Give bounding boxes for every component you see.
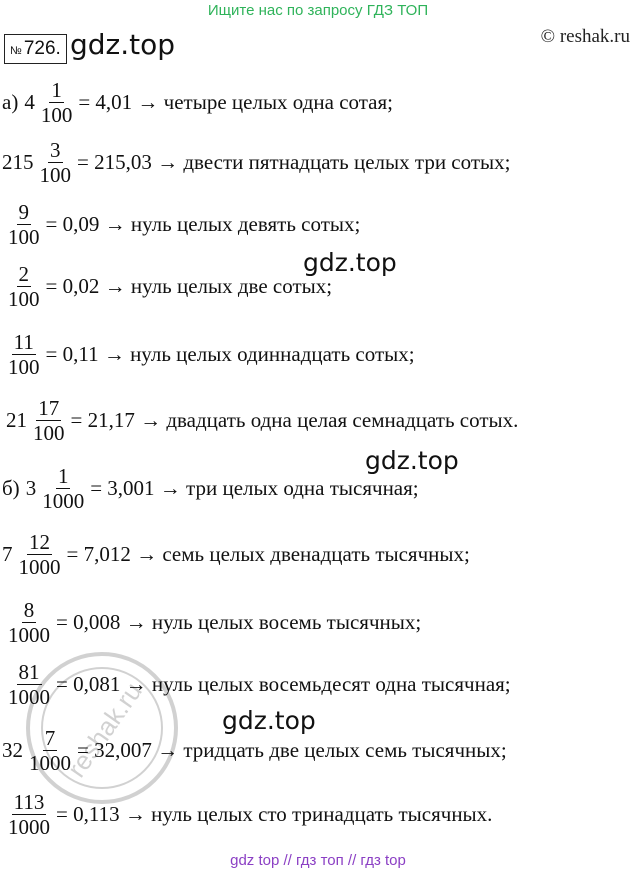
fraction [39, 78, 75, 127]
denominator: 1000 [8, 815, 50, 839]
denominator: 100 [8, 225, 40, 249]
denominator: 1000 [18, 555, 61, 579]
answer-line [2, 78, 393, 127]
answer-line [2, 790, 492, 839]
numerator: 11 [13, 330, 34, 354]
numerator: 1 [51, 78, 62, 102]
answer-line [2, 330, 415, 379]
fraction [31, 396, 67, 445]
fraction [6, 790, 52, 839]
whole-part: 3 [25, 476, 37, 500]
answer-line [2, 138, 510, 187]
fraction [40, 464, 86, 513]
numerator: 9 [18, 200, 29, 224]
watermark: gdz.top [303, 248, 397, 277]
answer-line [2, 660, 511, 709]
whole-part: 7 [2, 542, 13, 566]
search-banner: Ищите нас по запросу ГДЗ ТОП [207, 2, 429, 19]
denominator: 1000 [8, 623, 50, 647]
answer-line [2, 200, 360, 249]
watermark: gdz.top [365, 446, 459, 475]
fraction [6, 330, 42, 379]
decimal-and-words: = 0,02 → нуль целых две сотых; [45, 274, 333, 298]
numerator: 7 [44, 726, 56, 750]
whole-part: 4 [24, 90, 35, 114]
denominator: 100 [8, 355, 40, 379]
denominator: 100 [40, 103, 73, 127]
denominator: 100 [33, 421, 65, 445]
fraction [6, 598, 52, 647]
answer-line [2, 598, 421, 647]
item-prefix: а) [2, 90, 19, 114]
denominator: 100 [39, 163, 71, 187]
numerator: 1 [57, 464, 69, 488]
decimal-and-words: = 0,09 → нуль целых девять сотых; [45, 212, 361, 236]
decimal-and-words: = 21,17 → двадцать одна целая семнадцать сотых. [70, 408, 519, 432]
fraction [17, 530, 63, 579]
number-sign: № [10, 45, 22, 57]
numerator: 2 [18, 262, 29, 286]
decimal-and-words: = 32,007 → тридцать две целых семь тысячных; [77, 738, 507, 762]
whole-part: 21 [6, 408, 27, 432]
decimal-and-words: = 0,113 → нуль целых сто тринадцать тысячных. [56, 802, 493, 826]
watermark: gdz.top [222, 706, 316, 735]
numerator: 12 [29, 530, 50, 554]
decimal-and-words: = 7,012 → семь целых двенадцать тысячных; [66, 542, 470, 566]
decimal-and-words: = 0,081 → нуль целых восемьдесят одна тысячная; [56, 672, 511, 696]
numerator: 3 [50, 138, 61, 162]
numerator: 8 [23, 598, 35, 622]
whole-part: 215 [2, 150, 34, 174]
decimal-and-words: = 215,03 → двести пятнадцать целых три сотых; [77, 150, 511, 174]
answer-line [2, 262, 332, 311]
decimal-and-words: = 0,008 → нуль целых восемь тысячных; [56, 610, 422, 634]
fraction [6, 660, 52, 709]
answer-line [2, 464, 419, 513]
denominator: 1000 [8, 685, 50, 709]
fraction [6, 262, 42, 311]
whole-part: 32 [2, 738, 23, 762]
fraction [38, 138, 74, 187]
svg-text:reshak.ru: reshak.ru [61, 676, 148, 783]
denominator: 1000 [42, 489, 85, 513]
item-prefix: б) [2, 476, 20, 500]
footer-links: gdz top // гдз топ // гдз top [230, 852, 406, 869]
decimal-and-words: = 3,001 → три целых одна тысячная; [90, 476, 419, 500]
task-number: 726. [23, 38, 61, 59]
decimal-and-words: = 0,11 → нуль целых одиннадцать сотых; [45, 342, 415, 366]
denominator: 100 [8, 287, 40, 311]
copyright: © reshak.ru [540, 26, 630, 47]
answer-line [6, 396, 518, 445]
fraction [27, 726, 73, 775]
fraction [6, 200, 42, 249]
decimal-and-words: = 4,01 → четыре целых одна сотая; [78, 90, 393, 114]
site-title: gdz.top [70, 28, 176, 61]
answer-line [2, 530, 470, 579]
numerator: 81 [18, 660, 40, 684]
task-number-box [4, 34, 67, 64]
numerator: 113 [13, 790, 45, 814]
numerator: 17 [38, 396, 60, 420]
denominator: 1000 [29, 751, 71, 775]
